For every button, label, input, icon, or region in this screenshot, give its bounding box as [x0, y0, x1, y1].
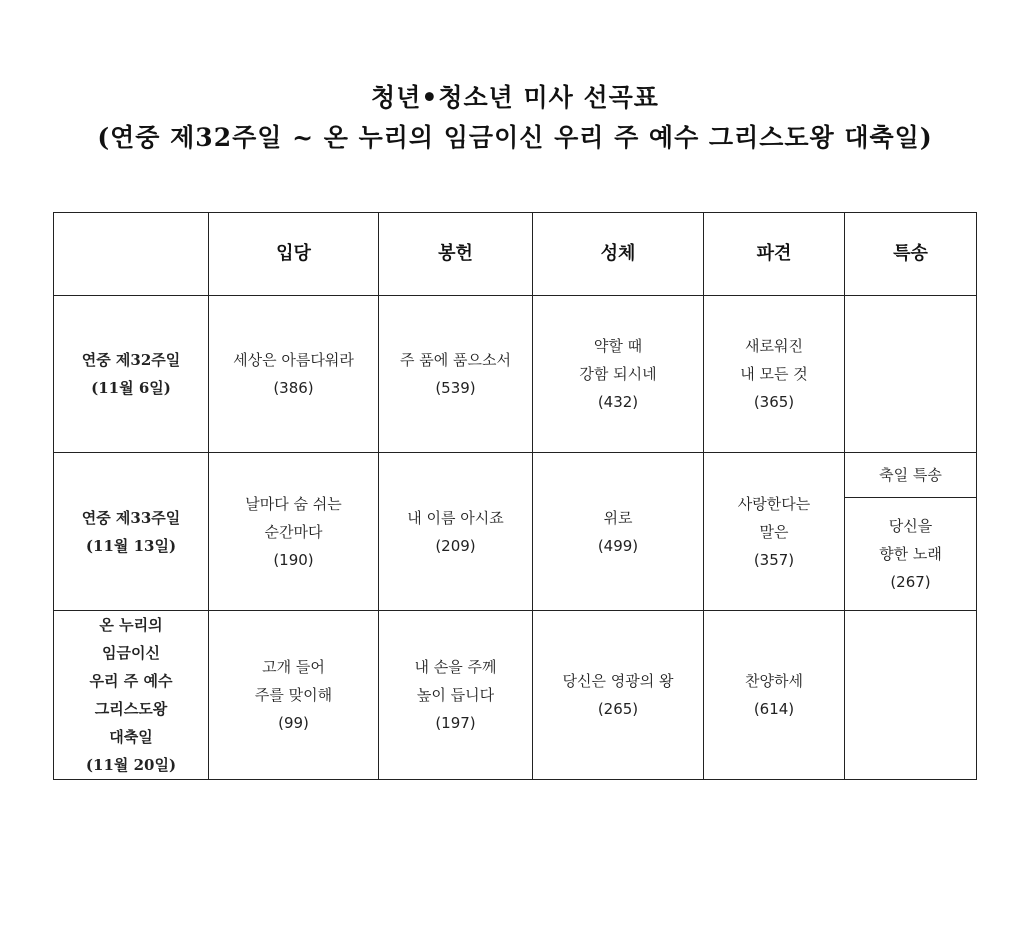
song-number: (197)	[435, 714, 476, 732]
table-row-week32	[54, 296, 977, 453]
header-dismissal: 파견	[704, 213, 845, 296]
entrance-song-cell	[209, 611, 379, 780]
special-song-cell	[845, 498, 977, 611]
header-communion: 성체	[533, 213, 704, 296]
week-cell	[54, 453, 209, 611]
dismissal-song-cell	[704, 611, 845, 780]
song-number: (386)	[273, 379, 314, 397]
offertory-song-cell	[379, 453, 533, 611]
week-date: (11월 20일)	[85, 756, 177, 774]
week-cell	[54, 296, 209, 453]
entrance-song-cell	[209, 296, 379, 453]
song-title: 위로	[603, 508, 633, 527]
song-number: (614)	[753, 700, 795, 718]
document-title	[0, 78, 1030, 158]
song-title: 내 이름 아시죠	[407, 508, 504, 527]
song-title: 내 모든 것	[740, 365, 808, 383]
offertory-song-cell	[379, 611, 533, 780]
song-number: (267)	[890, 573, 931, 591]
song-title: 날마다 숨 쉬는	[245, 494, 342, 513]
song-number: (190)	[273, 550, 314, 569]
header-special: 특송	[845, 213, 977, 296]
header-offertory: 봉헌	[379, 213, 533, 296]
song-title: 새로워진	[745, 337, 803, 355]
week-name: 연중 제33주일	[81, 508, 181, 527]
song-title: 약할 때	[593, 337, 643, 355]
header-entrance: 입당	[209, 213, 379, 296]
dismissal-song-cell	[704, 296, 845, 453]
song-number: (99)	[278, 714, 309, 732]
week-date: (11월 6일)	[91, 379, 171, 397]
week-name-line: 그리스도왕	[94, 700, 168, 718]
offertory-song-cell	[379, 296, 533, 453]
song-number: (265)	[597, 700, 639, 718]
song-title: 말은	[759, 522, 789, 541]
song-title: 순간마다	[264, 522, 323, 541]
week-name-line: 온 누리의	[99, 616, 163, 634]
week-name: 연중 제32주일	[81, 351, 181, 369]
special-song-cell-empty	[845, 611, 977, 780]
week-name-line: 대축일	[109, 728, 153, 746]
week-name-line: 우리 주 예수	[89, 672, 173, 690]
song-number: (539)	[435, 379, 476, 397]
song-title: 사랑한다는	[737, 494, 811, 513]
title-line-2: (연중 제32주일 ~ 온 누리의 임금이신 우리 주 예수 그리스도왕 대축일)	[97, 123, 933, 152]
table-row-christ-the-king	[54, 611, 977, 780]
special-feast-label: 축일 특송	[845, 453, 977, 498]
song-number: (365)	[753, 393, 795, 411]
song-number: (432)	[597, 393, 639, 411]
title-line-1: 청년•청소년 미사 선곡표	[371, 83, 659, 112]
entrance-song-cell	[209, 453, 379, 611]
song-title: 당신은 영광의 왕	[562, 672, 674, 690]
song-selection-table	[53, 212, 977, 780]
communion-song-cell	[533, 296, 704, 453]
dismissal-song-cell	[704, 453, 845, 611]
song-title: 고개 들어	[262, 658, 325, 676]
communion-song-cell	[533, 611, 704, 780]
communion-song-cell	[533, 453, 704, 611]
song-title: 주를 맞이해	[254, 686, 333, 704]
week-name-line: 임금이신	[102, 644, 160, 662]
header-corner-cell	[54, 213, 209, 296]
song-number: (499)	[597, 536, 639, 555]
song-title: 세상은 아름다워라	[233, 351, 354, 369]
song-number: (357)	[753, 550, 795, 569]
week-cell	[54, 611, 209, 780]
song-title: 주 품에 품으소서	[400, 351, 511, 369]
song-title: 높이 듭니다	[416, 686, 495, 704]
song-title: 당신을	[888, 517, 933, 535]
table-row-week33	[54, 453, 977, 498]
special-song-cell-empty	[845, 296, 977, 453]
song-title: 찬양하세	[745, 672, 803, 690]
song-title: 강함 되시네	[579, 365, 657, 383]
header-row	[54, 213, 977, 296]
song-title: 향한 노래	[879, 545, 942, 563]
song-title: 내 손을 주께	[414, 658, 497, 676]
week-date: (11월 13일)	[85, 536, 177, 555]
song-number: (209)	[435, 536, 476, 555]
